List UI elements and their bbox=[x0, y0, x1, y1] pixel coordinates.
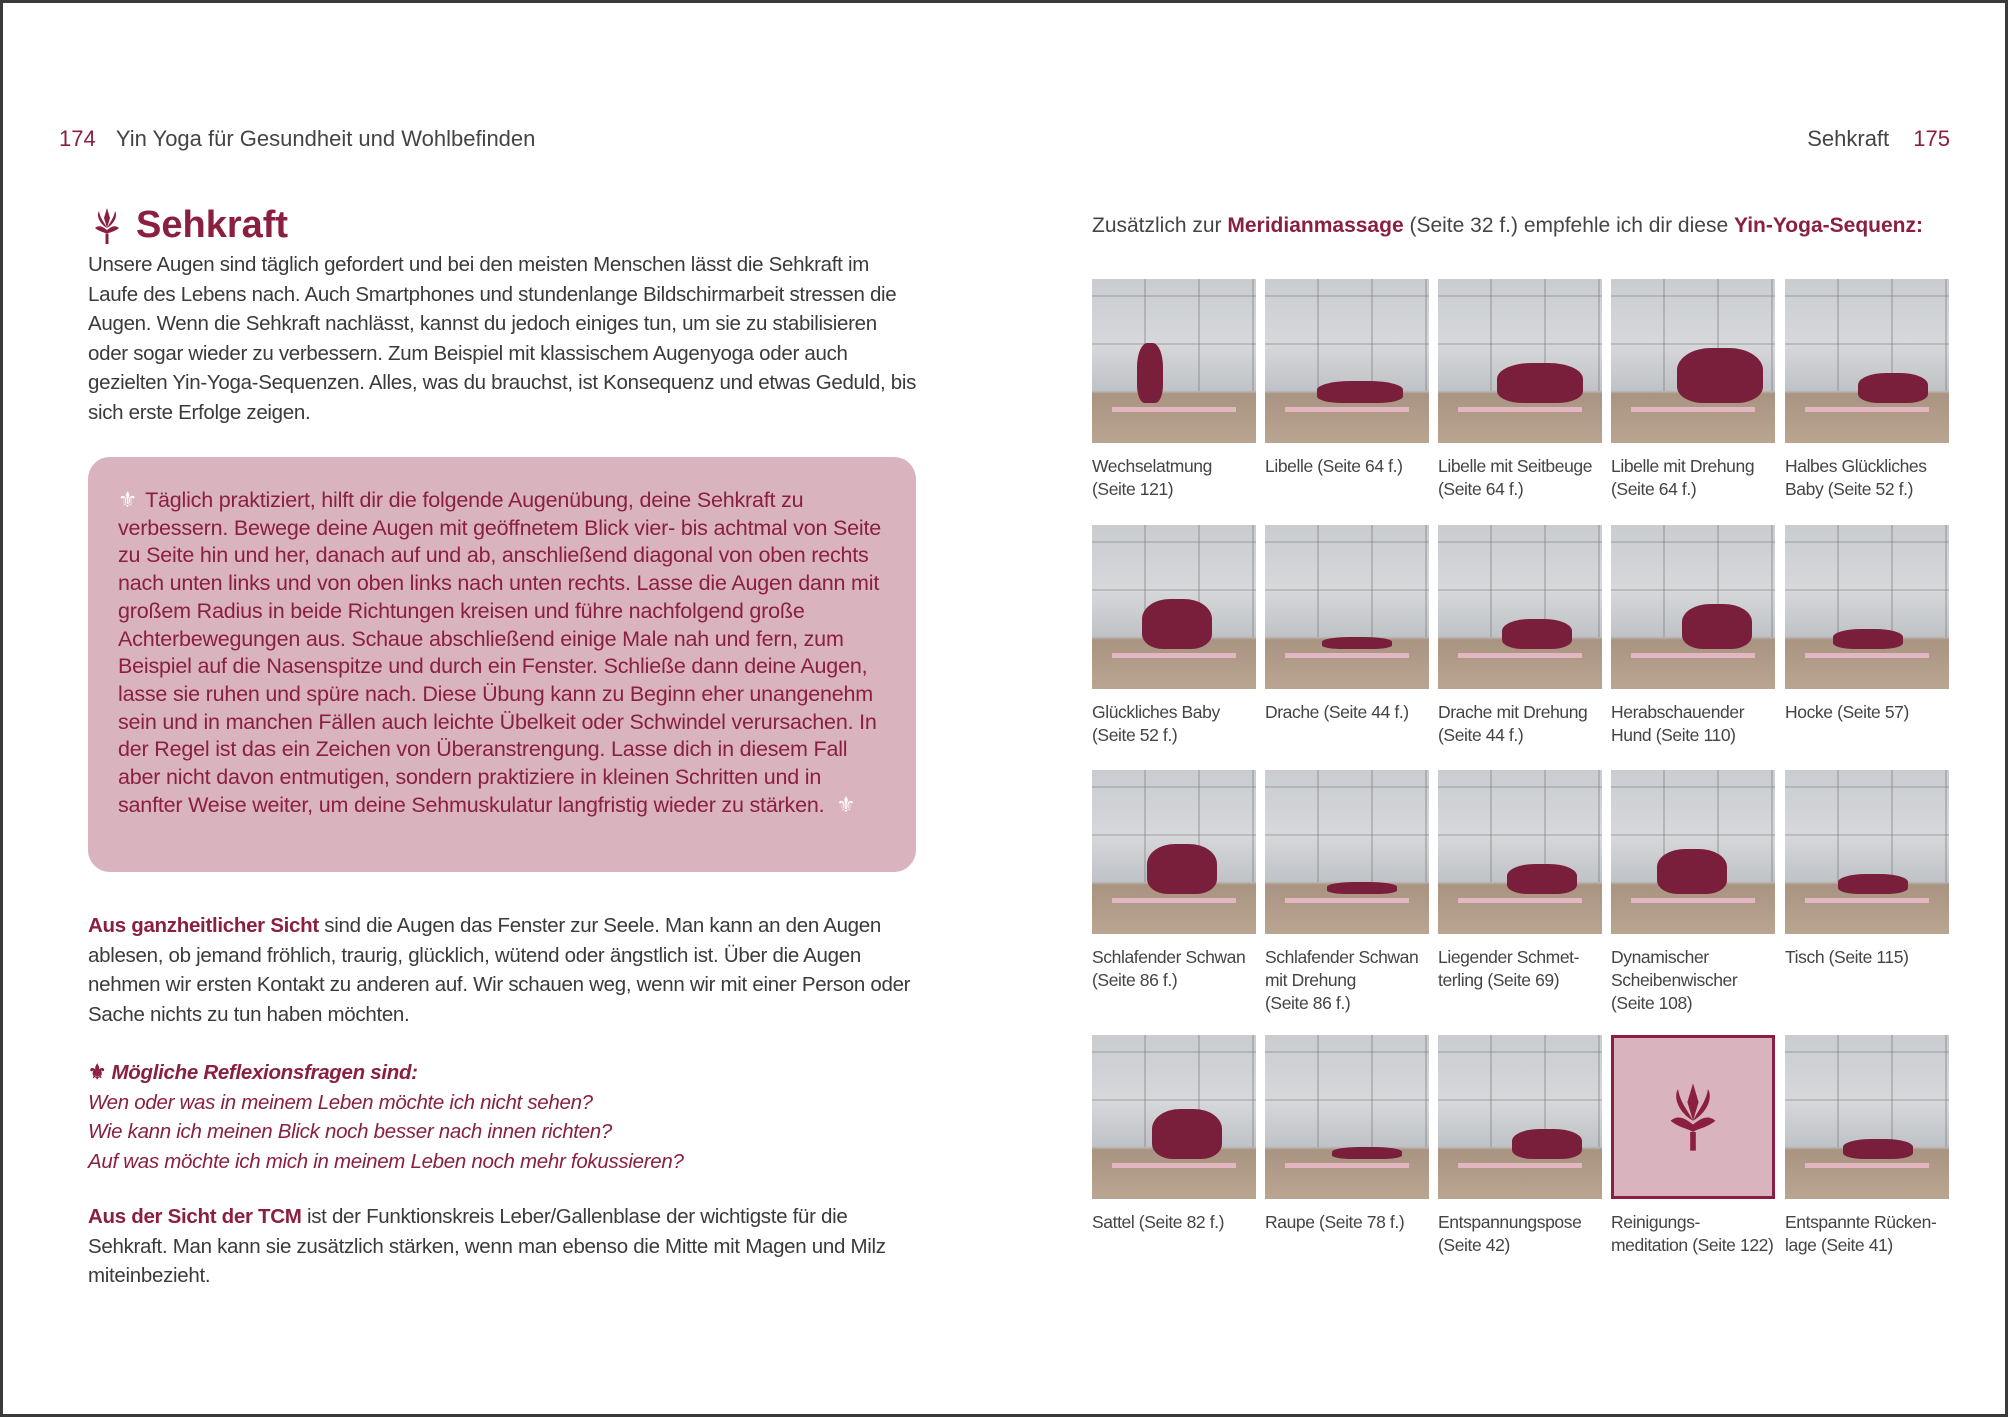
pose-caption bbox=[1611, 946, 1783, 1015]
yogi-figure bbox=[1147, 844, 1217, 894]
tcm-paragraph bbox=[88, 1202, 918, 1291]
left-page-number: 174 bbox=[59, 126, 96, 151]
caption-line: Herabschauender bbox=[1611, 702, 1745, 722]
intro-paragraph: Unsere Augen sind täglich gefordert und bei den meisten Menschen lässt die Sehkraft im Laufe des Lebens nach. Auch Smartphones und stundenlange Bildschirmarbeit stressen die Augen. Wenn die Sehkraft nachlässt, kannst du jedoch einiges tun, um sie zu stabilisieren oder sogar wieder zu verbessern. Zum Beispiel mit klassischem Augenyoga oder auch gezielten Yin-Yoga-Sequenzen. Alles, was du brauchst, ist Konsequenz und etwas Geduld, bis sich erste Erfolge zeigen. bbox=[88, 253, 917, 424]
yogi-figure bbox=[1322, 637, 1392, 649]
section-heading bbox=[92, 204, 288, 247]
fleur-icon: ⚜ bbox=[836, 792, 856, 817]
yogi-figure bbox=[1677, 348, 1763, 403]
caption-line: (Seite 52 f.) bbox=[1092, 725, 1178, 745]
meditation-placeholder-tile bbox=[1611, 1035, 1775, 1199]
caption-line: Schlafender Schwan bbox=[1265, 947, 1419, 967]
caption-line: Drache (Seite 44 f.) bbox=[1265, 702, 1409, 722]
exercise-box bbox=[88, 457, 916, 872]
fleur-icon: ⚜ bbox=[118, 488, 138, 512]
sequence-label: Yin-Yoga-Sequenz: bbox=[1733, 214, 1923, 237]
intro-text: Zusätzlich zur bbox=[1092, 214, 1228, 237]
fleur-icon: ⚜ bbox=[88, 1061, 112, 1084]
pose-photo bbox=[1438, 1035, 1602, 1199]
pose-photo bbox=[1092, 770, 1256, 934]
pose-caption bbox=[1785, 701, 1957, 724]
caption-line: Wechselatmung bbox=[1092, 456, 1212, 476]
right-header bbox=[1807, 126, 1950, 152]
caption-line: Liegender Schmet- bbox=[1438, 947, 1580, 967]
caption-line: Hund (Seite 110) bbox=[1611, 725, 1736, 745]
left-running-title: Yin Yoga für Gesundheit und Wohlbefinden bbox=[115, 126, 536, 151]
left-header bbox=[59, 126, 535, 152]
pose-photo bbox=[1785, 770, 1949, 934]
section-title: Sehkraft bbox=[136, 204, 289, 246]
caption-line: mit Drehung bbox=[1265, 970, 1356, 990]
pose-caption bbox=[1092, 946, 1264, 992]
pose-caption bbox=[1785, 1211, 1957, 1257]
caption-line: Sattel (Seite 82 f.) bbox=[1092, 1212, 1225, 1232]
caption-line: Schlafender Schwan bbox=[1092, 947, 1246, 967]
pose-photo bbox=[1265, 279, 1429, 443]
pose-caption bbox=[1092, 1211, 1264, 1234]
pose-caption bbox=[1438, 946, 1610, 992]
caption-line: (Seite 86 f.) bbox=[1265, 993, 1351, 1013]
tcm-text: ist der Funktionskreis Leber/Gallenblase der wichtigste für die Sehkraft. Man kann sie zusätzlich stärken, wenn man ebenso die Mitte mit Magen und Milz miteinbezieht. bbox=[88, 1205, 886, 1287]
caption-line: Reinigungs- bbox=[1611, 1212, 1700, 1232]
pose-caption bbox=[1265, 455, 1437, 478]
yogi-figure bbox=[1833, 629, 1903, 649]
caption-line: Libelle mit Seitbeuge bbox=[1438, 456, 1593, 476]
caption-line: Scheibenwischer bbox=[1611, 970, 1738, 990]
caption-line: Hocke (Seite 57) bbox=[1785, 702, 1909, 722]
caption-line: Halbes Glückliches bbox=[1785, 456, 1927, 476]
pose-photo bbox=[1611, 279, 1775, 443]
yogi-figure bbox=[1843, 1139, 1913, 1159]
reflection-questions bbox=[88, 1058, 918, 1176]
holistic-text: sind die Augen das Fenster zur Seele. Man kann an den Augen ablesen, ob jemand fröhlich, traurig, glücklich, wütend oder ängstlich ist. Über die Augen nehmen wir ersten Kontakt zu anderen auf. Wir schauen weg, wenn wir mit einer Person oder Sache nichts zu tun haben möchten. bbox=[88, 914, 911, 1026]
yogi-figure bbox=[1497, 363, 1583, 403]
caption-line: (Seite 42) bbox=[1438, 1235, 1510, 1255]
caption-line: meditation (Seite 122) bbox=[1611, 1235, 1774, 1255]
intro-text: (Seite 32 f.) empfehle ich dir diese bbox=[1403, 214, 1734, 237]
pose-caption bbox=[1611, 1211, 1783, 1257]
yogi-figure bbox=[1858, 373, 1928, 403]
caption-line: (Seite 121) bbox=[1092, 479, 1174, 499]
exercise-text: Täglich praktiziert, hilft dir die folgende Augenübung, deine Sehkraft zu verbessern. Bewege deine Augen mit geöffnetem Blick vier- bis achtmal von Seite zu Seite hin und her, danach auf und ab, anschließend diagonal von oben rechts nach unten links und von oben links nach unten rechts. Lasse die Augen dann mit großem Radius in beide Richtungen kreisen und führe nachfolgend große Achterbewegungen aus. Schaue abschließend einige Male nah und fern, zum Beispiel auf die Nasenspitze und durch ein Fenster. Schließe dann deine Augen, lasse sie ruhen und spüre nach. Diese Übung kann zu Beginn eher unangenehm sein und in manchen Fällen auch leichte Übelkeit oder Schwindel verursachen. In der Regel ist das ein Zeichen von Überanstrengung. Lasse dich in diesem Fall aber nicht davon entmutigen, sondern praktiziere in kleinen Schritten und in sanfter Weise weiter, um deine Sehmuskulatur langfristig wieder zu stärken. bbox=[118, 488, 881, 817]
caption-line: Entspannte Rücken- bbox=[1785, 1212, 1937, 1232]
yogi-figure bbox=[1682, 604, 1752, 649]
pose-caption bbox=[1265, 701, 1437, 724]
questions-heading-text: Mögliche Reflexionsfragen sind: bbox=[111, 1061, 418, 1084]
meridianmassage-reference: Meridianmassage bbox=[1227, 214, 1404, 237]
caption-line: Glückliches Baby bbox=[1092, 702, 1220, 722]
caption-line: Libelle mit Drehung bbox=[1611, 456, 1755, 476]
question-item: Auf was möchte ich mich in meinem Leben noch mehr fokussieren? bbox=[88, 1149, 684, 1173]
yogi-figure bbox=[1502, 619, 1572, 649]
pose-caption bbox=[1092, 455, 1264, 501]
caption-line: Entspannungspose bbox=[1438, 1212, 1582, 1232]
pose-caption bbox=[1611, 701, 1783, 747]
question-item: Wie kann ich meinen Blick noch besser nach innen richten? bbox=[88, 1120, 612, 1143]
pose-photo bbox=[1092, 279, 1256, 443]
caption-line: Libelle (Seite 64 f.) bbox=[1265, 456, 1403, 476]
caption-line: Baby (Seite 52 f.) bbox=[1785, 479, 1914, 499]
sequence-intro bbox=[1092, 214, 1923, 238]
pose-photo bbox=[1611, 770, 1775, 934]
pose-caption bbox=[1438, 701, 1610, 747]
yogi-figure bbox=[1152, 1109, 1222, 1159]
pose-caption bbox=[1092, 701, 1264, 747]
caption-line: Dynamischer bbox=[1611, 947, 1709, 967]
holistic-paragraph bbox=[88, 911, 918, 1029]
yogi-figure bbox=[1507, 864, 1577, 894]
question-item: Wen oder was in meinem Leben möchte ich nicht sehen? bbox=[88, 1090, 593, 1114]
pose-photo bbox=[1265, 1035, 1429, 1199]
caption-line: terling (Seite 69) bbox=[1438, 970, 1560, 990]
yogi-figure bbox=[1137, 343, 1163, 403]
caption-line: (Seite 86 f.) bbox=[1092, 970, 1178, 990]
pose-photo bbox=[1265, 525, 1429, 689]
caption-line: Drache mit Drehung bbox=[1438, 702, 1588, 722]
pose-caption bbox=[1265, 946, 1437, 1015]
pose-caption bbox=[1265, 1211, 1437, 1234]
pose-photo bbox=[1785, 1035, 1949, 1199]
pose-photo bbox=[1785, 525, 1949, 689]
pose-photo bbox=[1092, 1035, 1256, 1199]
yogi-figure bbox=[1327, 882, 1397, 894]
pose-photo bbox=[1438, 770, 1602, 934]
yogi-figure bbox=[1332, 1147, 1402, 1159]
caption-line: (Seite 64 f.) bbox=[1438, 479, 1524, 499]
pose-caption bbox=[1438, 455, 1610, 501]
yogi-figure bbox=[1512, 1129, 1582, 1159]
fleur-icon bbox=[92, 206, 122, 246]
right-running-title: Sehkraft bbox=[1807, 126, 1890, 151]
yogi-figure bbox=[1657, 849, 1727, 894]
right-page-number: 175 bbox=[1913, 126, 1950, 151]
pose-caption bbox=[1438, 1211, 1610, 1257]
holistic-lead: Aus ganzheitlicher Sicht bbox=[88, 914, 319, 937]
pose-caption bbox=[1785, 455, 1957, 501]
pose-photo bbox=[1265, 770, 1429, 934]
fleur-icon bbox=[1665, 1079, 1721, 1155]
questions-heading bbox=[88, 1058, 918, 1088]
caption-line: (Seite 44 f.) bbox=[1438, 725, 1524, 745]
pose-photo bbox=[1092, 525, 1256, 689]
caption-line: lage (Seite 41) bbox=[1785, 1235, 1893, 1255]
pose-photo bbox=[1785, 279, 1949, 443]
pose-photo bbox=[1438, 525, 1602, 689]
pose-photo bbox=[1611, 525, 1775, 689]
pose-caption bbox=[1611, 455, 1783, 501]
yogi-figure bbox=[1838, 874, 1908, 894]
pose-caption bbox=[1785, 946, 1957, 969]
tcm-lead: Aus der Sicht der TCM bbox=[88, 1205, 302, 1228]
caption-line: (Seite 64 f.) bbox=[1611, 479, 1697, 499]
yogi-figure bbox=[1142, 599, 1212, 649]
caption-line: Raupe (Seite 78 f.) bbox=[1265, 1212, 1405, 1232]
caption-line: (Seite 108) bbox=[1611, 993, 1693, 1013]
yogi-figure bbox=[1317, 381, 1403, 403]
caption-line: Tisch (Seite 115) bbox=[1785, 947, 1909, 967]
pose-photo bbox=[1438, 279, 1602, 443]
